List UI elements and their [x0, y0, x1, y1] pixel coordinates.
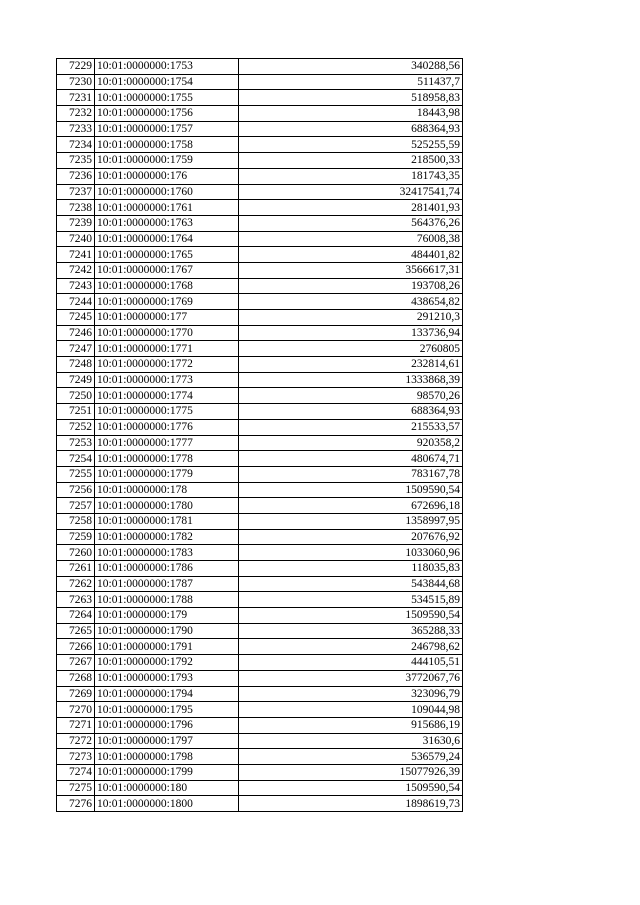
cadastral-code-cell: 10:01:0000000:1786: [95, 561, 239, 577]
table-row: [57, 200, 463, 216]
value-cell: 215533,57: [239, 419, 463, 435]
cadastral-code-cell: 10:01:0000000:1770: [95, 325, 239, 341]
table-row: [57, 106, 463, 122]
table-row: [57, 90, 463, 106]
cadastral-code-cell: 10:01:0000000:1759: [95, 153, 239, 169]
value-cell: 3566617,31: [239, 262, 463, 278]
value-cell: 31630,6: [239, 733, 463, 749]
row-number-cell: 7246: [57, 325, 95, 341]
cadastral-code-cell: 10:01:0000000:176: [95, 168, 239, 184]
row-number-cell: 7229: [57, 59, 95, 75]
row-number-cell: 7268: [57, 670, 95, 686]
table-row: [57, 121, 463, 137]
table-row: [57, 357, 463, 373]
value-cell: 218500,33: [239, 153, 463, 169]
cadastral-code-cell: 10:01:0000000:180: [95, 780, 239, 796]
row-number-cell: 7257: [57, 498, 95, 514]
cadastral-code-cell: 10:01:0000000:1787: [95, 576, 239, 592]
row-number-cell: 7248: [57, 357, 95, 373]
value-cell: 1509590,54: [239, 780, 463, 796]
row-number-cell: 7269: [57, 686, 95, 702]
value-cell: 3772067,76: [239, 670, 463, 686]
value-cell: 32417541,74: [239, 184, 463, 200]
value-cell: 672696,18: [239, 498, 463, 514]
row-number-cell: 7235: [57, 153, 95, 169]
row-number-cell: 7244: [57, 294, 95, 310]
value-cell: 688364,93: [239, 121, 463, 137]
cadastral-code-cell: 10:01:0000000:1782: [95, 529, 239, 545]
cadastral-code-cell: 10:01:0000000:1753: [95, 59, 239, 75]
row-number-cell: 7265: [57, 623, 95, 639]
cadastral-code-cell: 10:01:0000000:1788: [95, 592, 239, 608]
table-row: [57, 545, 463, 561]
cadastral-code-cell: 10:01:0000000:1799: [95, 764, 239, 780]
row-number-cell: 7271: [57, 717, 95, 733]
row-number-cell: 7250: [57, 388, 95, 404]
cadastral-code-cell: 10:01:0000000:1795: [95, 702, 239, 718]
value-cell: 1898619,73: [239, 796, 463, 812]
table-row: [57, 74, 463, 90]
value-cell: 207676,92: [239, 529, 463, 545]
row-number-cell: 7233: [57, 121, 95, 137]
row-number-cell: 7255: [57, 466, 95, 482]
table-row: [57, 262, 463, 278]
row-number-cell: 7241: [57, 247, 95, 263]
document-page: [56, 58, 463, 812]
value-cell: 18443,98: [239, 106, 463, 122]
table-row: [57, 247, 463, 263]
table-row: [57, 780, 463, 796]
table-row: [57, 278, 463, 294]
cadastral-code-cell: 10:01:0000000:1760: [95, 184, 239, 200]
table-row: [57, 310, 463, 326]
table-row: [57, 184, 463, 200]
cadastral-code-cell: 10:01:0000000:1771: [95, 341, 239, 357]
row-number-cell: 7230: [57, 74, 95, 90]
value-cell: 232814,61: [239, 357, 463, 373]
cadastral-code-cell: 10:01:0000000:1792: [95, 655, 239, 671]
value-cell: 536579,24: [239, 749, 463, 765]
row-number-cell: 7252: [57, 419, 95, 435]
row-number-cell: 7234: [57, 137, 95, 153]
row-number-cell: 7260: [57, 545, 95, 561]
cadastral-code-cell: 10:01:0000000:1764: [95, 231, 239, 247]
value-cell: 444105,51: [239, 655, 463, 671]
table-row: [57, 608, 463, 624]
row-number-cell: 7264: [57, 608, 95, 624]
value-cell: 543844,68: [239, 576, 463, 592]
table-row: [57, 529, 463, 545]
table-row: [57, 388, 463, 404]
value-cell: 76008,38: [239, 231, 463, 247]
cadastral-code-cell: 10:01:0000000:179: [95, 608, 239, 624]
value-cell: 133736,94: [239, 325, 463, 341]
cadastral-code-cell: 10:01:0000000:1765: [95, 247, 239, 263]
row-number-cell: 7266: [57, 639, 95, 655]
value-cell: 1509590,54: [239, 482, 463, 498]
table-row: [57, 655, 463, 671]
table-row: [57, 733, 463, 749]
value-cell: 920358,2: [239, 435, 463, 451]
cadastral-code-cell: 10:01:0000000:1778: [95, 451, 239, 467]
row-number-cell: 7238: [57, 200, 95, 216]
value-cell: 484401,82: [239, 247, 463, 263]
row-number-cell: 7261: [57, 561, 95, 577]
table-row: [57, 325, 463, 341]
cadastral-code-cell: 10:01:0000000:1755: [95, 90, 239, 106]
row-number-cell: 7263: [57, 592, 95, 608]
table-row: [57, 137, 463, 153]
value-cell: 118035,83: [239, 561, 463, 577]
row-number-cell: 7258: [57, 513, 95, 529]
cadastral-code-cell: 10:01:0000000:1757: [95, 121, 239, 137]
cadastral-code-cell: 10:01:0000000:1758: [95, 137, 239, 153]
row-number-cell: 7270: [57, 702, 95, 718]
row-number-cell: 7256: [57, 482, 95, 498]
value-cell: 181743,35: [239, 168, 463, 184]
table-row: [57, 231, 463, 247]
row-number-cell: 7259: [57, 529, 95, 545]
table-row: [57, 341, 463, 357]
cadastral-code-cell: 10:01:0000000:1775: [95, 404, 239, 420]
value-cell: 281401,93: [239, 200, 463, 216]
row-number-cell: 7274: [57, 764, 95, 780]
table-row: [57, 592, 463, 608]
table-row: [57, 482, 463, 498]
row-number-cell: 7253: [57, 435, 95, 451]
value-cell: 534515,89: [239, 592, 463, 608]
row-number-cell: 7254: [57, 451, 95, 467]
table-row: [57, 404, 463, 420]
table-row: [57, 576, 463, 592]
table-row: [57, 796, 463, 812]
value-cell: 2760805: [239, 341, 463, 357]
row-number-cell: 7245: [57, 310, 95, 326]
cadastral-code-cell: 10:01:0000000:1794: [95, 686, 239, 702]
cadastral-code-cell: 10:01:0000000:177: [95, 310, 239, 326]
table-row: [57, 702, 463, 718]
cadastral-code-cell: 10:01:0000000:1796: [95, 717, 239, 733]
table-row: [57, 419, 463, 435]
row-number-cell: 7242: [57, 262, 95, 278]
row-number-cell: 7273: [57, 749, 95, 765]
row-number-cell: 7239: [57, 215, 95, 231]
value-cell: 109044,98: [239, 702, 463, 718]
table-row: [57, 294, 463, 310]
table-row: [57, 717, 463, 733]
cadastral-code-cell: 10:01:0000000:1769: [95, 294, 239, 310]
cadastral-code-cell: 10:01:0000000:1773: [95, 372, 239, 388]
cadastral-code-cell: 10:01:0000000:1754: [95, 74, 239, 90]
table-row: [57, 372, 463, 388]
row-number-cell: 7243: [57, 278, 95, 294]
cadastral-code-cell: 10:01:0000000:1772: [95, 357, 239, 373]
value-cell: 438654,82: [239, 294, 463, 310]
row-number-cell: 7262: [57, 576, 95, 592]
table-row: [57, 466, 463, 482]
cadastral-code-cell: 10:01:0000000:1776: [95, 419, 239, 435]
cadastral-code-cell: 10:01:0000000:1777: [95, 435, 239, 451]
cadastral-code-cell: 10:01:0000000:1783: [95, 545, 239, 561]
row-number-cell: 7232: [57, 106, 95, 122]
cadastral-code-cell: 10:01:0000000:1797: [95, 733, 239, 749]
row-number-cell: 7249: [57, 372, 95, 388]
cadastral-code-cell: 10:01:0000000:1781: [95, 513, 239, 529]
table-row: [57, 168, 463, 184]
cadastral-code-cell: 10:01:0000000:1768: [95, 278, 239, 294]
cadastral-code-cell: 10:01:0000000:1761: [95, 200, 239, 216]
value-cell: 1358997,95: [239, 513, 463, 529]
value-cell: 688364,93: [239, 404, 463, 420]
value-cell: 246798,62: [239, 639, 463, 655]
value-cell: 193708,26: [239, 278, 463, 294]
value-cell: 98570,26: [239, 388, 463, 404]
cadastral-code-cell: 10:01:0000000:1763: [95, 215, 239, 231]
table-row: [57, 686, 463, 702]
cadastral-code-cell: 10:01:0000000:1790: [95, 623, 239, 639]
row-number-cell: 7247: [57, 341, 95, 357]
value-cell: 323096,79: [239, 686, 463, 702]
cadastral-code-cell: 10:01:0000000:1800: [95, 796, 239, 812]
value-cell: 525255,59: [239, 137, 463, 153]
data-table: [56, 58, 463, 812]
row-number-cell: 7231: [57, 90, 95, 106]
row-number-cell: 7276: [57, 796, 95, 812]
value-cell: 340288,56: [239, 59, 463, 75]
table-row: [57, 561, 463, 577]
cadastral-code-cell: 10:01:0000000:1791: [95, 639, 239, 655]
value-cell: 291210,3: [239, 310, 463, 326]
row-number-cell: 7236: [57, 168, 95, 184]
row-number-cell: 7275: [57, 780, 95, 796]
value-cell: 518958,83: [239, 90, 463, 106]
value-cell: 365288,33: [239, 623, 463, 639]
table-row: [57, 513, 463, 529]
table-row: [57, 435, 463, 451]
value-cell: 1333868,39: [239, 372, 463, 388]
table-row: [57, 59, 463, 75]
table-row: [57, 749, 463, 765]
table-row: [57, 153, 463, 169]
cadastral-code-cell: 10:01:0000000:1793: [95, 670, 239, 686]
row-number-cell: 7251: [57, 404, 95, 420]
row-number-cell: 7237: [57, 184, 95, 200]
value-cell: 783167,78: [239, 466, 463, 482]
table-row: [57, 764, 463, 780]
cadastral-code-cell: 10:01:0000000:1779: [95, 466, 239, 482]
row-number-cell: 7272: [57, 733, 95, 749]
cadastral-code-cell: 10:01:0000000:1780: [95, 498, 239, 514]
cadastral-code-cell: 10:01:0000000:1774: [95, 388, 239, 404]
cadastral-code-cell: 10:01:0000000:1798: [95, 749, 239, 765]
value-cell: 480674,71: [239, 451, 463, 467]
value-cell: 15077926,39: [239, 764, 463, 780]
cadastral-code-cell: 10:01:0000000:1756: [95, 106, 239, 122]
table-row: [57, 451, 463, 467]
row-number-cell: 7240: [57, 231, 95, 247]
value-cell: 511437,7: [239, 74, 463, 90]
cadastral-code-cell: 10:01:0000000:1767: [95, 262, 239, 278]
value-cell: 915686,19: [239, 717, 463, 733]
row-number-cell: 7267: [57, 655, 95, 671]
value-cell: 1033060,96: [239, 545, 463, 561]
table-row: [57, 639, 463, 655]
table-body: [57, 59, 463, 812]
value-cell: 564376,26: [239, 215, 463, 231]
value-cell: 1509590,54: [239, 608, 463, 624]
table-row: [57, 623, 463, 639]
table-row: [57, 498, 463, 514]
table-row: [57, 670, 463, 686]
table-row: [57, 215, 463, 231]
cadastral-code-cell: 10:01:0000000:178: [95, 482, 239, 498]
